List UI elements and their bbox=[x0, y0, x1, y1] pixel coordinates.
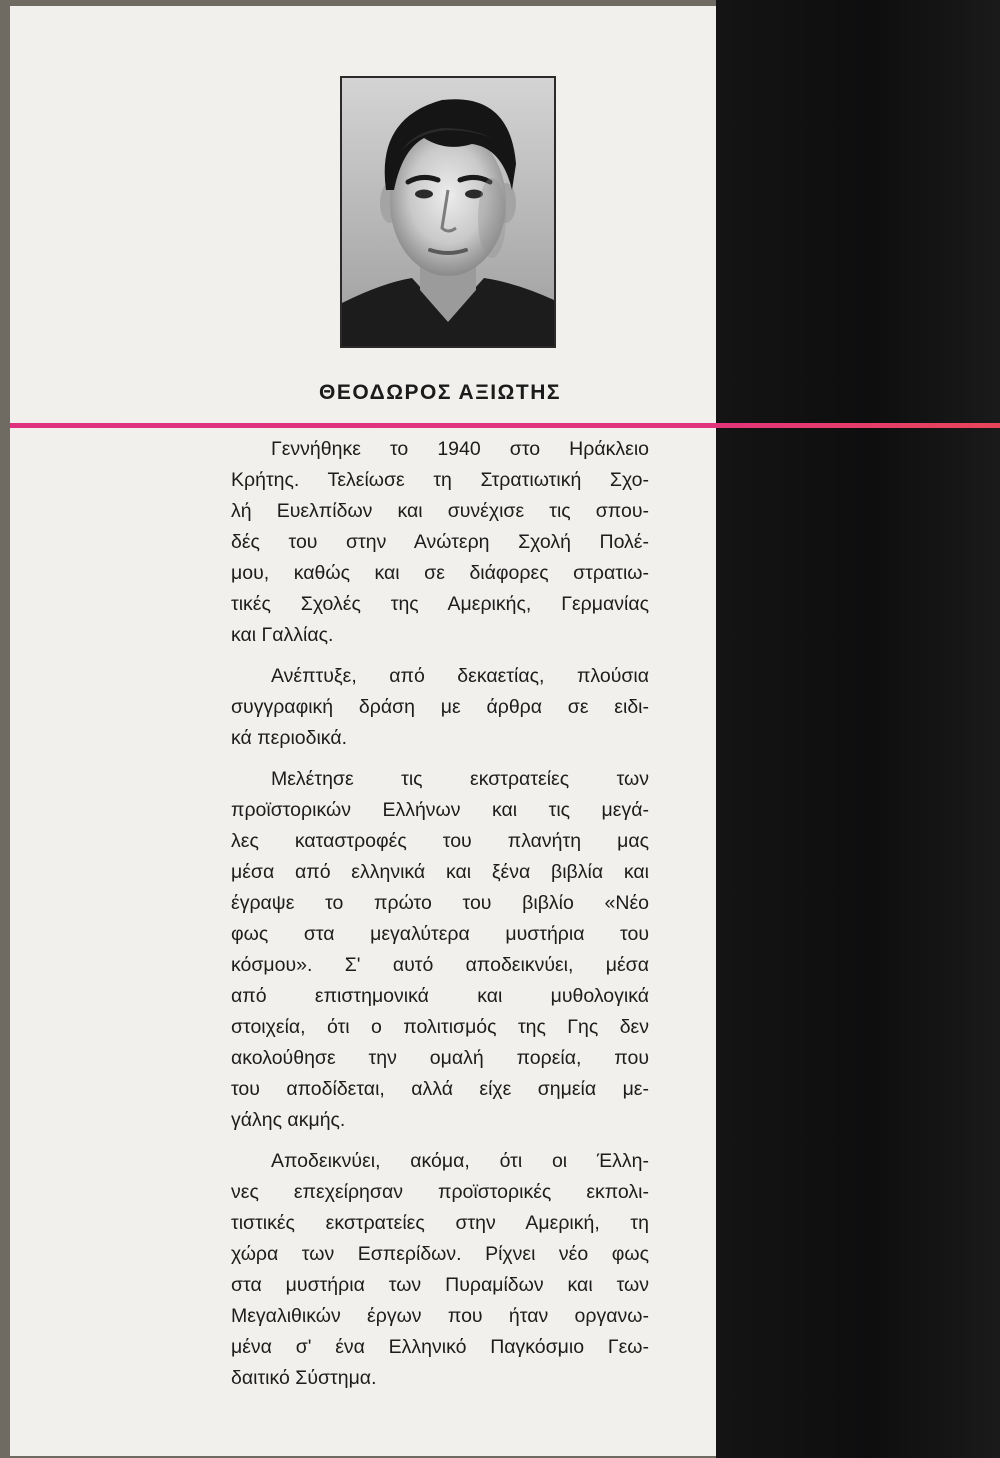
bio-line: χώρα των Εσπερίδων. Ρίχνει νέο φως bbox=[231, 1243, 649, 1265]
bio-line: στοιχεία, ότι ο πολιτισμός της Γης δεν bbox=[231, 1016, 649, 1038]
bio-line: φως στα μεγαλύτερα μυστήρια του bbox=[231, 923, 649, 945]
black-panel bbox=[716, 0, 1000, 1458]
bio-line: συγγραφική δράση με άρθρα σε ειδι- bbox=[231, 696, 649, 718]
bio-line: λή Ευελπίδων και συνέχισε τις σπου- bbox=[231, 500, 649, 522]
bio-line: από επιστημονικά και μυθολογικά bbox=[231, 985, 649, 1007]
bio-line: κόσμου». Σ' αυτό αποδεικνύει, μέσα bbox=[231, 954, 649, 976]
bio-paragraph bbox=[231, 764, 649, 1136]
bio-line: Γεννήθηκε το 1940 στο Ηράκλειο bbox=[271, 438, 649, 460]
bio-line: γάλης ακμής. bbox=[231, 1109, 346, 1131]
bio-line: τιστικές εκστρατείες στην Αμερική, τη bbox=[231, 1212, 649, 1234]
bio-line: στα μυστήρια των Πυραμίδων και των bbox=[231, 1274, 649, 1296]
bio-line: μένα σ' ένα Ελληνικό Παγκόσμιο Γεω- bbox=[231, 1336, 649, 1358]
bio-line: Μεγαλιθικών έργων που ήταν οργανω- bbox=[231, 1305, 649, 1327]
bio-line: μου, καθώς και σε διάφορες στρατιω- bbox=[231, 562, 649, 584]
author-biography bbox=[231, 434, 649, 1404]
bio-line: δαιτικό Σύστημα. bbox=[231, 1367, 377, 1389]
bio-line: Μελέτησε τις εκστρατείες των bbox=[271, 768, 649, 790]
bio-line: τικές Σχολές της Αμερικής, Γερμανίας bbox=[231, 593, 649, 615]
bio-paragraph bbox=[231, 1146, 649, 1394]
bio-line: Αποδεικνύει, ακόμα, ότι οι Έλλη- bbox=[271, 1150, 649, 1172]
author-name: ΘΕΟΔΩΡΟΣ ΑΞΙΩΤΗΣ bbox=[319, 381, 561, 404]
bio-line: μέσα από ελληνικά και ξένα βιβλία και bbox=[231, 861, 649, 883]
bio-line: νες επεχείρησαν προϊστορικές εκπολι- bbox=[231, 1181, 649, 1203]
bio-paragraph bbox=[231, 661, 649, 754]
bio-line: δές του στην Ανώτερη Σχολή Πολέ- bbox=[231, 531, 649, 553]
bio-line: έγραψε το πρώτο του βιβλίο «Νέο bbox=[231, 892, 649, 914]
bio-paragraph bbox=[231, 434, 649, 651]
bio-line: ακολούθησε την ομαλή πορεία, που bbox=[231, 1047, 649, 1069]
author-portrait bbox=[340, 76, 556, 348]
bio-line: Ανέπτυξε, από δεκαετίας, πλούσια bbox=[271, 665, 649, 687]
bio-line: κά περιοδικά. bbox=[231, 727, 348, 749]
bio-line: προϊστορικών Ελλήνων και τις μεγά- bbox=[231, 799, 649, 821]
bio-line: του αποδίδεται, αλλά είχε σημεία με- bbox=[231, 1078, 649, 1100]
bio-line: και Γαλλίας. bbox=[231, 624, 334, 646]
pink-stripe bbox=[10, 423, 1000, 428]
portrait-image bbox=[342, 78, 554, 346]
bio-line: λες καταστροφές του πλανήτη μας bbox=[231, 830, 649, 852]
bio-line: Κρήτης. Τελείωσε τη Στρατιωτική Σχο- bbox=[231, 469, 649, 491]
